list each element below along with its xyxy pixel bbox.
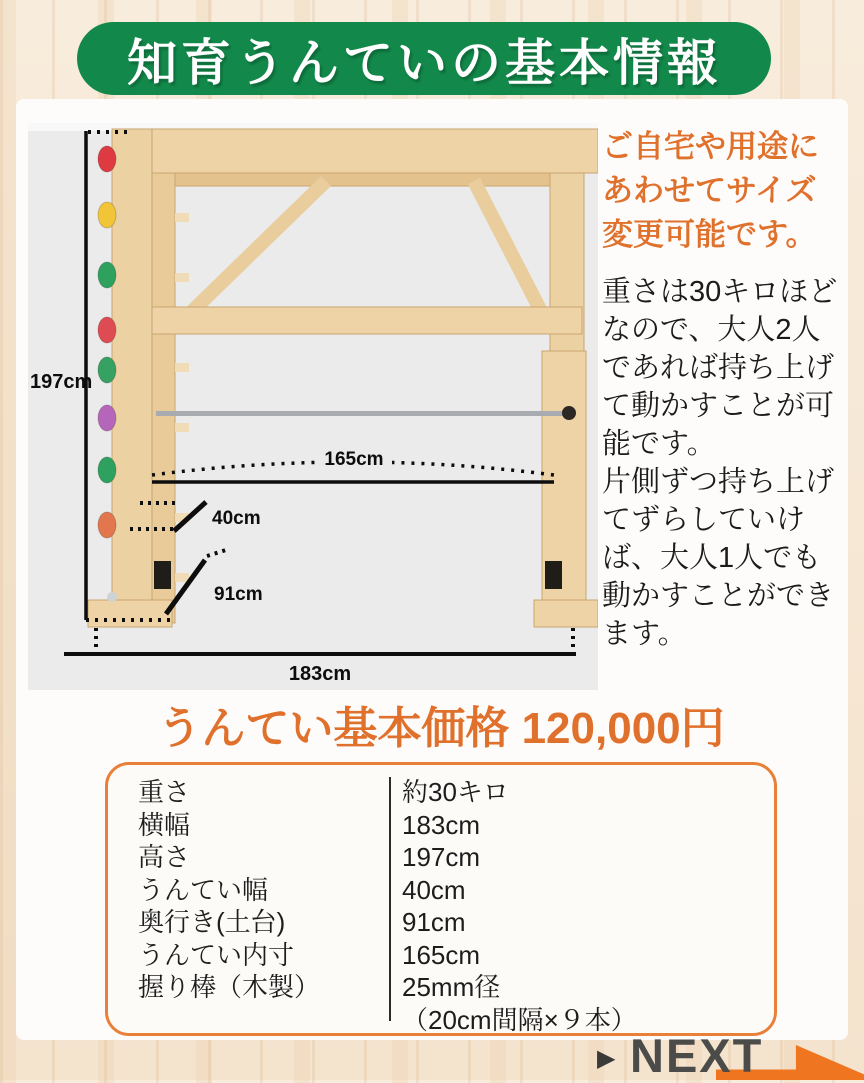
spec-value: 183cm (402, 809, 481, 840)
next-pointer-icon[interactable]: ▶ (597, 1045, 616, 1072)
rung-width-dimension-label: 40cm (212, 508, 261, 529)
height-dimension-label: 197cm (30, 371, 93, 393)
spec-label: 高さ (138, 842, 191, 872)
total-width-dimension-label: 183cm (288, 663, 352, 685)
spec-value-continuation: （20cm間隔×９本） (402, 1004, 637, 1035)
spec-value: 197cm (402, 842, 481, 872)
spec-value: 40cm (402, 874, 466, 905)
spec-label-column (138, 776, 320, 1004)
spec-value: 約30キロ (402, 777, 509, 807)
intro-text-column (602, 125, 842, 653)
spec-table (105, 762, 777, 1036)
weight-paragraph-1: 重さは30キロほどなので、大人2人であれば持ち上げて動かすことが可能です。 (602, 276, 838, 460)
spec-value: 91cm (402, 907, 466, 937)
table-divider (389, 777, 391, 1021)
base-price-title: うんてい基本価格 120,000円 (157, 704, 725, 753)
spec-label: うんてい内寸 (138, 939, 295, 970)
size-highlight-text: ご自宅や用途にあわせてサイズ変更可能です。 (602, 129, 819, 252)
spec-value: 25mm径 (402, 972, 501, 1002)
spec-label: 横幅 (138, 809, 191, 840)
spec-label: うんてい幅 (138, 874, 269, 905)
weight-paragraph-2: 片側ずつ持ち上げてずらしていけば、大人1人でも動かすことができます。 (602, 466, 835, 650)
product-diagram (28, 123, 598, 690)
base-depth-dimension-label: 91cm (214, 584, 263, 605)
inner-span-dimension-label: 165cm (324, 449, 384, 470)
spec-label: 握り棒（木製） (138, 972, 321, 1002)
next-button[interactable]: NEXT (630, 1029, 764, 1082)
spec-value-column (402, 776, 637, 1036)
monkey-bars-illustration (28, 123, 598, 690)
content-card (16, 99, 848, 1040)
spec-label: 奥行き(土台) (138, 907, 286, 937)
spec-value: 165cm (402, 939, 481, 970)
spec-label: 重さ (138, 777, 191, 807)
weight-description-text (602, 273, 842, 653)
page-title: 知育うんていの基本情報 (77, 22, 771, 95)
